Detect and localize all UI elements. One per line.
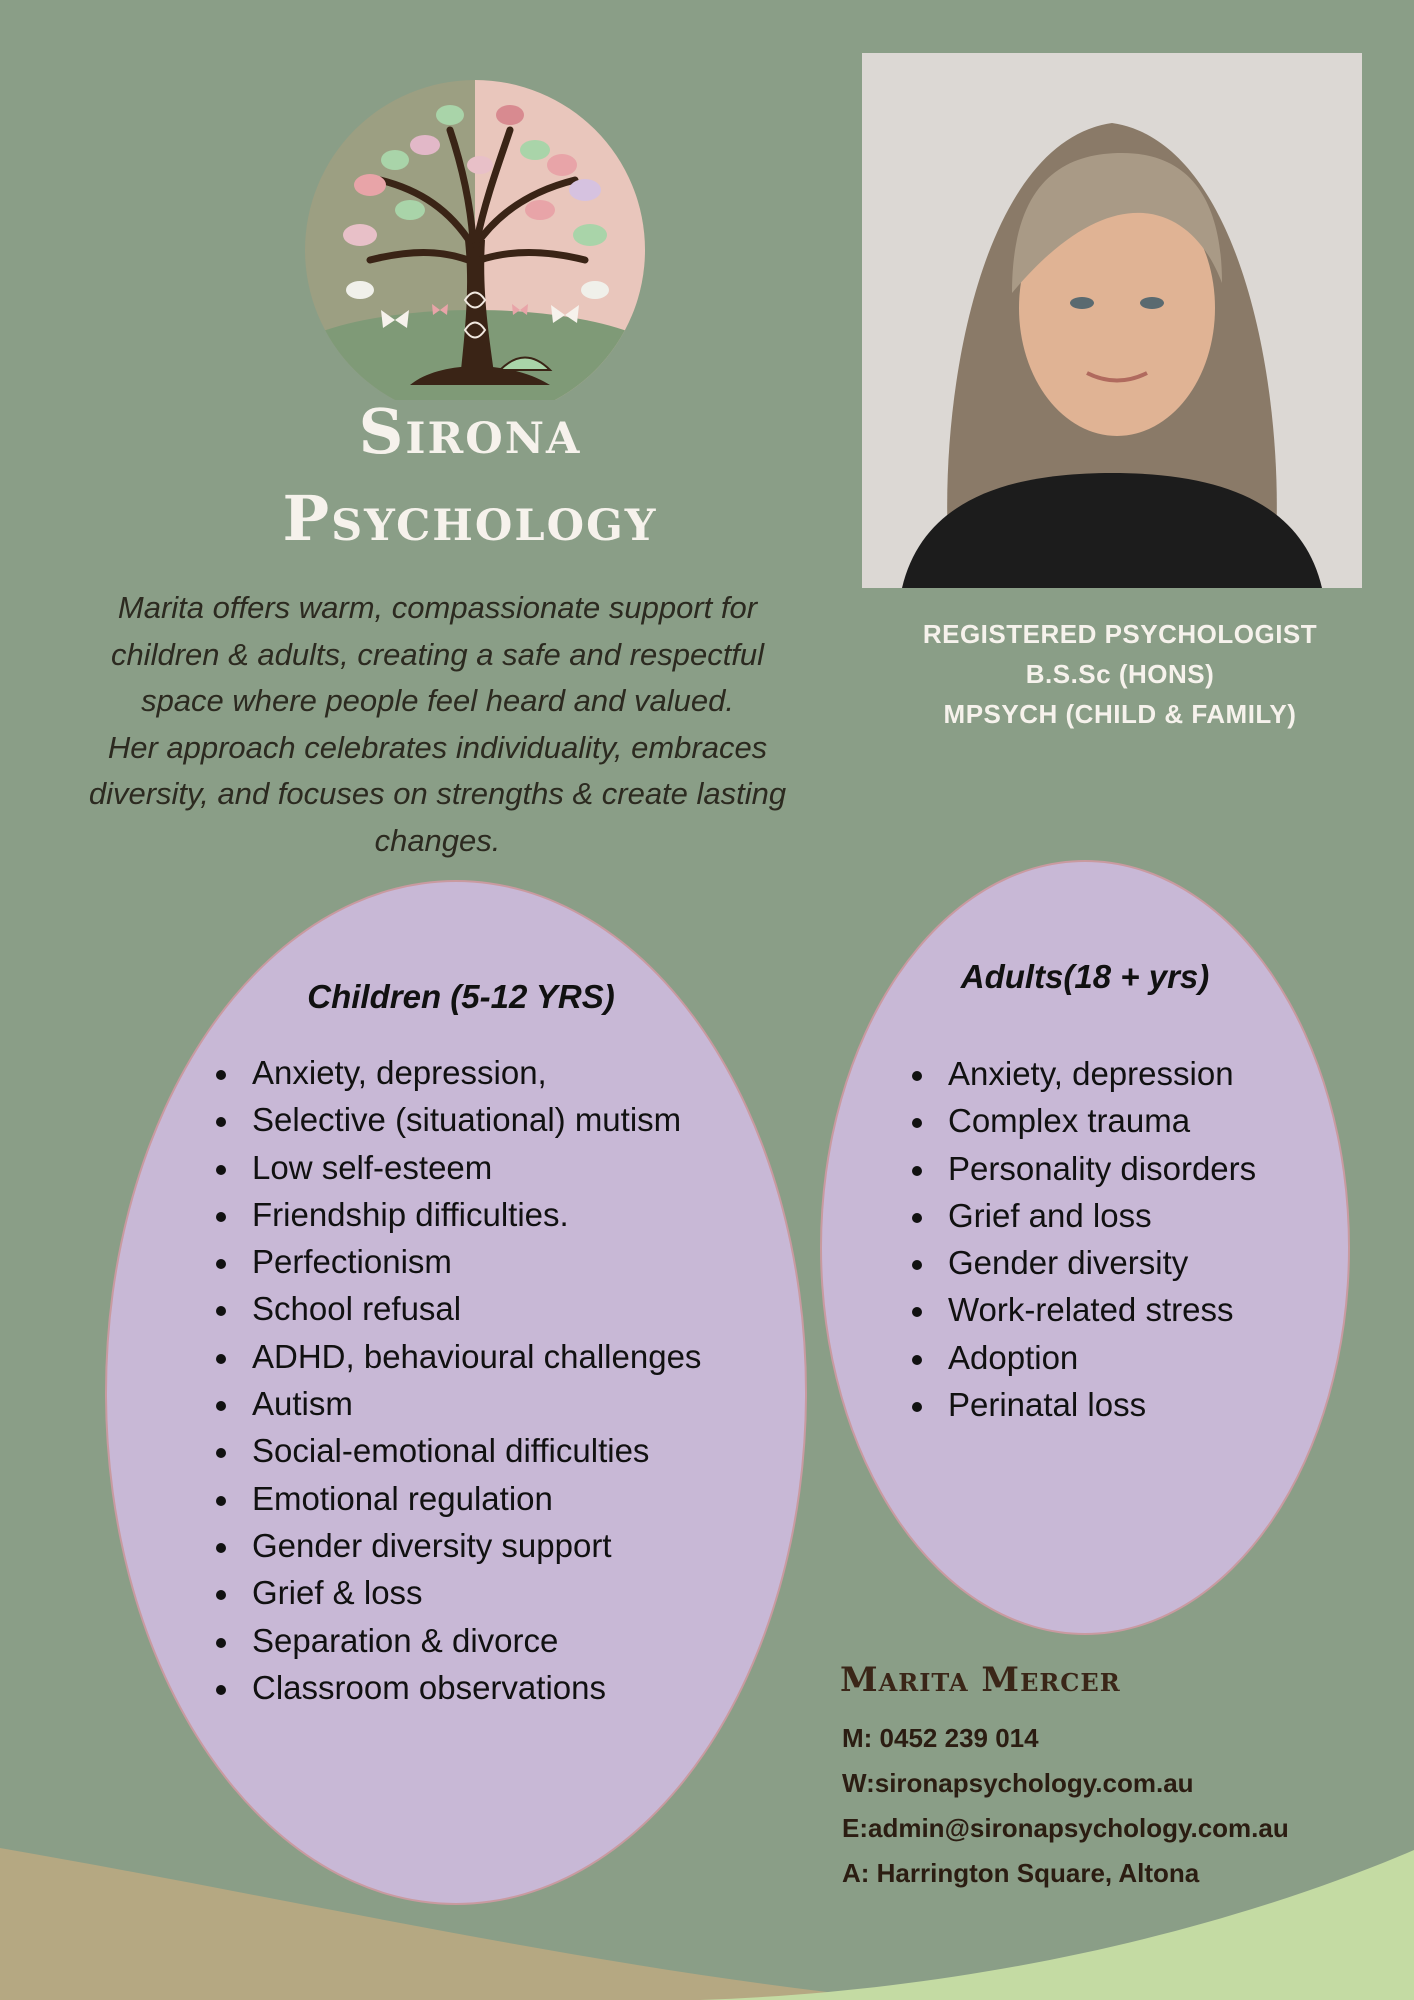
list-item: Anxiety, depression: [912, 1050, 1256, 1097]
list-item: Complex trauma: [912, 1097, 1256, 1144]
contact-name: Marita Mercer: [840, 1660, 1121, 1700]
credential-degree: B.S.Sc (HONS): [1025, 659, 1215, 689]
credentials-block: [850, 614, 1390, 734]
list-item: Personality disorders: [912, 1145, 1256, 1192]
list-item: Social-emotional difficulties: [216, 1427, 701, 1474]
intro-line: Her approach celebrates individuality, embraces: [107, 729, 768, 765]
adults-services-title: Adults(18 + yrs): [960, 958, 1210, 995]
brand-name-line-2: Psychology: [282, 482, 658, 555]
list-item: School refusal: [216, 1285, 701, 1332]
children-services-title: Children (5-12 YRS): [307, 978, 615, 1015]
list-item: Low self-esteem: [216, 1144, 701, 1191]
list-item: Anxiety, depression,: [216, 1049, 701, 1096]
list-item: Emotional regulation: [216, 1475, 701, 1522]
contact-website[interactable]: W:sironapsychology.com.au: [842, 1768, 1194, 1798]
list-item: ADHD, behavioural challenges: [216, 1333, 701, 1380]
contact-email[interactable]: E:admin@sironapsychology.com.au: [842, 1813, 1289, 1843]
contact-address: A: Harrington Square, Altona: [842, 1858, 1200, 1888]
list-item: Classroom observations: [216, 1664, 701, 1711]
adults-services-list: [912, 1050, 1256, 1428]
list-item: Autism: [216, 1380, 701, 1427]
credential-masters: MPSYCH (CHILD & FAMILY): [943, 699, 1297, 729]
brand-name-line-1: Sirona: [358, 395, 582, 468]
contact-mobile[interactable]: M: 0452 239 014: [842, 1723, 1039, 1753]
bottom-wave-decoration: [0, 1820, 1414, 2000]
intro-line: Marita offers warm, compassionate support for: [117, 590, 758, 625]
list-item: Work-related stress: [912, 1286, 1256, 1333]
list-item: Friendship difficulties.: [216, 1191, 701, 1238]
intro-line: space where people feel heard and valued.: [141, 683, 734, 718]
tree-of-life-logo-icon: [300, 70, 650, 400]
intro-line: children & adults, creating a safe and respectful: [110, 636, 765, 672]
list-item: Gender diversity support: [216, 1522, 701, 1569]
list-item: Adoption: [912, 1334, 1256, 1381]
list-item: Grief and loss: [912, 1192, 1256, 1239]
credential-title: REGISTERED PSYCHOLOGIST: [922, 619, 1318, 649]
list-item: Gender diversity: [912, 1239, 1256, 1286]
intro-paragraph: [55, 585, 820, 864]
intro-line: diversity, and focuses on strengths & create lasting: [88, 776, 787, 811]
list-item: Perfectionism: [216, 1238, 701, 1285]
list-item: Selective (situational) mutism: [216, 1096, 701, 1143]
intro-line: changes.: [374, 822, 501, 858]
portrait-photo: [862, 53, 1362, 588]
list-item: Perinatal loss: [912, 1381, 1256, 1428]
list-item: Grief & loss: [216, 1569, 701, 1616]
list-item: Separation & divorce: [216, 1617, 701, 1664]
children-services-list: [216, 1049, 701, 1711]
